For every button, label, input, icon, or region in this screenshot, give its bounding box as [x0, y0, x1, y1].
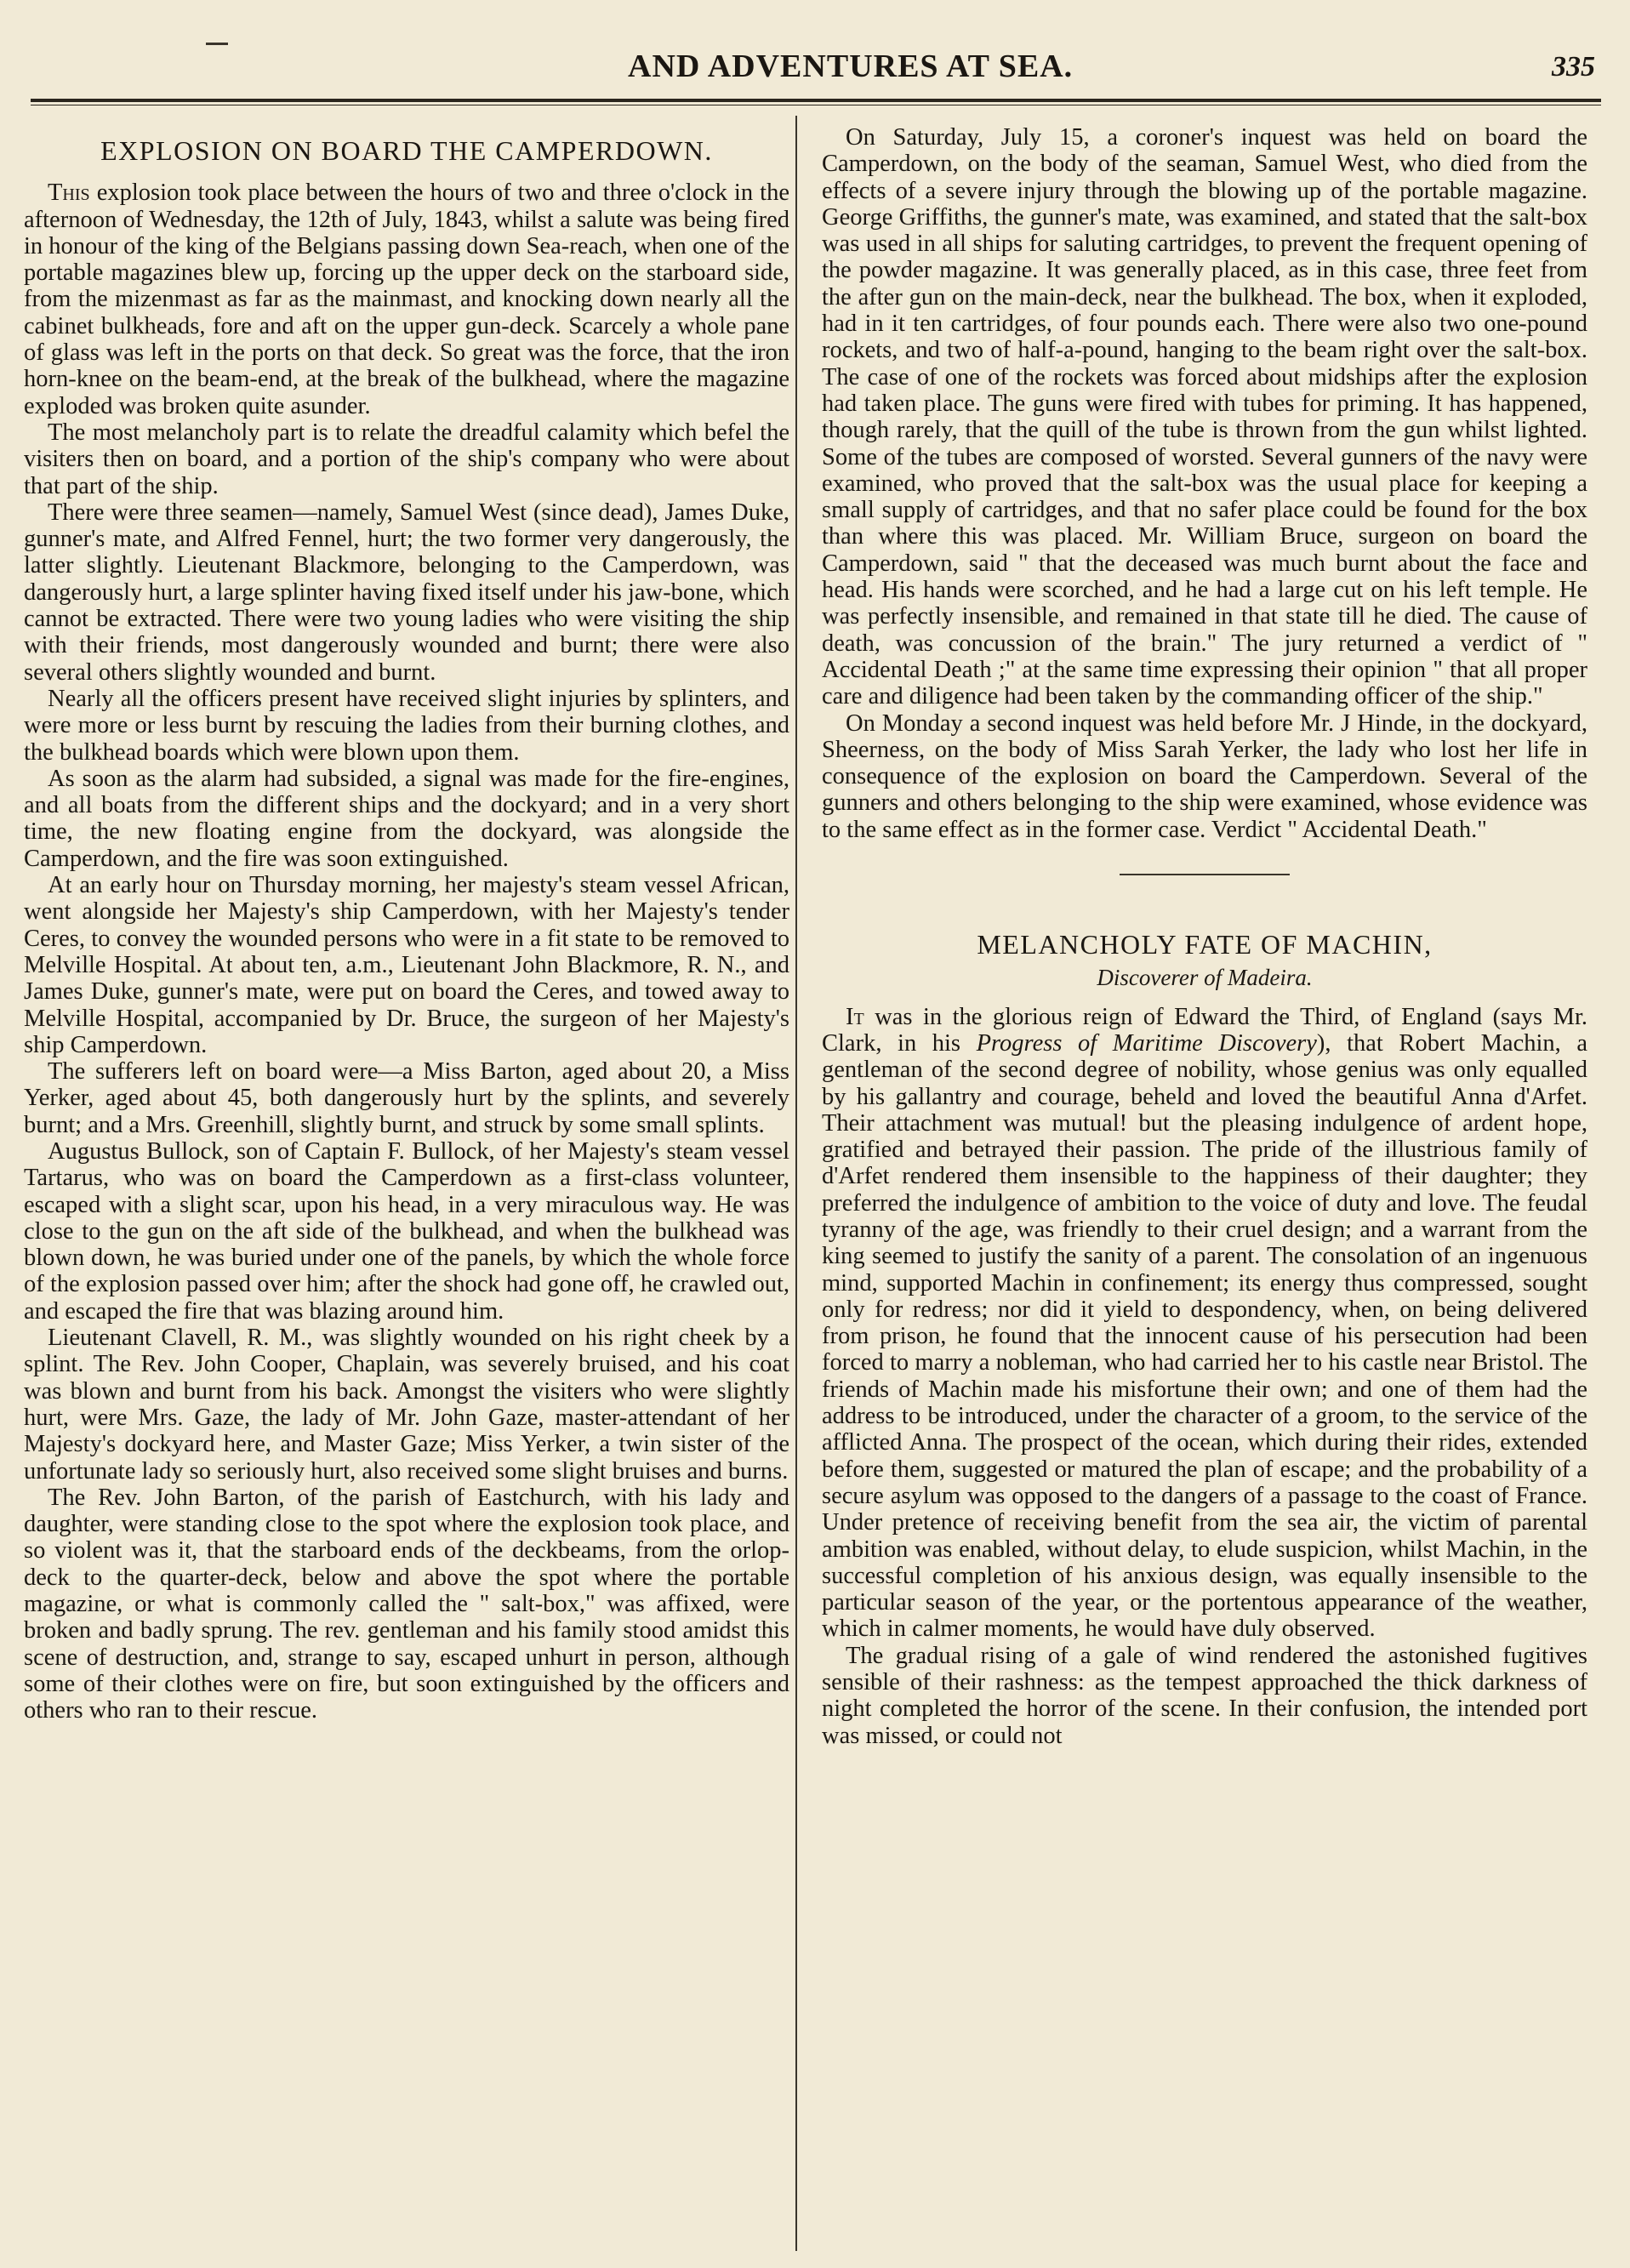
drop-word: This [48, 180, 90, 207]
section-divider [1120, 874, 1290, 875]
article-title-machin: MELANCHOLY FATE OF MACHIN, [977, 929, 1433, 960]
paragraph: On Saturday, July 15, a coroner's inquest was held on board the Camperdown, on the body of the seaman, Samuel West, who died from the effects of a severe injury through the blowing up of the portable magazine. George Griffiths, the gunner's mate, was examined, and stated that the salt-box was used in all ships for saluting cartridges, to prevent the frequent opening of the powder magazine. It was generally placed, as in this case, three feet from the after gun on the main-deck, near the bulkhead. The box, when it exploded, had in it ten cartridges, of four pounds each. There were also two one-pound rockets, and two of half-a-pound, hanging to the beam right over the salt-box. The case of one of the rockets was forced about midships after the explosion had taken place. The guns were fired with tubes for priming. It has happened, though rarely, that the quill of the tube is thrown from the gun whilst lighted. Some of the tubes are composed of worsted. Several gunners of the navy were examined, who proved that the salt-box was the usual place for keeping a small supply of cartridges, and that no safer place could be found for the box than where this was placed. Mr. William Bruce, surgeon on board the Camperdown, said " that the deceased was much burnt about the face and head. His hands were scorched, and he had a large cut on his left temple. He was perfectly insensible, and remained in that state till he died. The cause of death, was concussion of the brain." The jury returned a verdict of " Accidental Death ;" at the same time expressing their opinion " that all proper care and diligence had been taken by the commanding officer of the ship." [822, 124, 1587, 710]
paragraph: There were three seamen—namely, Samuel West (since dead), James Duke, gunner's mate, and Alfred Fennel, hurt; the two former very dangerously, the latter slightly. Lieutenant Blackmore, belonging to the Camperdown, was dangerously hurt, a large splinter having fixed itself under his jaw-bone, which cannot be extracted. There were two young ladies who were visiting the ship with their friends, most dangerously wounded and burnt; there were also several others slightly wounded and burnt. [24, 499, 789, 686]
paragraph: The gradual rising of a gale of wind rendered the astonished fugitives sensible of their rashness: as the tempest approached the thick darkness of night completed the horror of the scene. In their confusion, the intended port was missed, or could not [822, 1642, 1587, 1749]
header-rule [31, 99, 1601, 102]
paragraph: Augustus Bullock, son of Captain F. Bullock, of her Majesty's steam vessel Tartarus, who was on board the Camperdown as a first-class volunteer, escaped with a slight scar, upon his head, in a very miraculous way. He was close to the gun on the aft side of the bulkhead, and when the bulkhead was blown down, he was buried under one of the panels, by which the whole force of the explosion passed over him; after the shock had gone off, he crawled out, and escaped the fire that was blazing around him. [24, 1137, 789, 1325]
paragraph: As soon as the alarm had subsided, a signal was made for the fire-engines, and all boats from the different ships and the dockyard; and in a very short time, the new floating engine from the dockyard, was alongside the Camperdown, and the fire was soon extinguished. [24, 765, 789, 872]
paragraph [822, 1004, 1587, 1643]
article-subtitle: Discoverer of Madeira. [1097, 965, 1313, 991]
left-column [24, 128, 789, 1724]
paragraph: The most melancholy part is to relate the dreadful calamity which befel the visiters then on board, and a portion of the ship's company who were about that part of the ship. [24, 419, 789, 499]
paragraph-text: ), that Robert Machin, a gentleman of the second degree of nobility, whose genius was only equalled by his gallantry and courage, beheld and loved the beautiful Anna d'Arfet. Their attachment was mutual! but the pleasing indulgence of ardent hope, gratified and betrayed their passion. The pride of the illustrious family of d'Arfet rendered them insensible to the happiness of their daughter; they preferred the indulgence of ambition to the voice of duty and love. The feudal tyranny of the age, was friendly to their cruel design; and a warrant from the king seemed to justify the sanity of a parent. The consolation of an ingenuous mind, supported Machin in confinement; its energy thus compressed, sought only for redress; nor did it yield to despondency, when, on being delivered from prison, he found that the innocent cause of his persecution had been forced to marry a nobleman, who had carried her to his castle near Bristol. The friends of Machin made his misfortune their own; and one of them had the address to be introduced, under the character of a groom, to the service of the afflicted Anna. The prospect of the ocean, which during their rides, extended before them, suggested or matured the plan of escape; and the probability of a secure asylum was opposed to the dangers of a passage to the coast of France. Under pretence of receiving benefit from the sea air, the victim of parental ambition was enabled, without delay, to elude suspicion, whilst Machin, in the successful completion of his anxious design, was equally insensible to the particular season of the year, or the portentous appearance of the weather, which in calmer moments, he would have duly observed. [822, 1029, 1587, 1643]
article-title-explosion: EXPLOSION ON BOARD THE CAMPERDOWN. [100, 135, 713, 166]
cited-work: Progress of Maritime Discovery [976, 1029, 1317, 1057]
print-mark [206, 43, 228, 45]
paragraph: The Rev. John Barton, of the parish of Eastchurch, with his lady and daughter, were standing close to the spot where the explosion took place, and so violent was it, that the starboard ends of the deckbeams, from the orlop-deck to the quarter-deck, below and above the spot where the portable magazine, or what is commonly called the " salt-box," was affixed, were broken and badly sprung. The rev. gentleman and his family stood amidst this scene of destruction, and, strange to say, escaped unhurt in person, although some of their clothes were on fire, but soon extinguished by the officers and others who ran to their rescue. [24, 1484, 789, 1724]
paragraph: The sufferers left on board were—a Miss Barton, aged about 20, a Miss Yerker, aged about 45, both dangerously hurt by the splints, and severely burnt; and a Mrs. Greenhill, slightly burnt, and struck by some small splints. [24, 1058, 789, 1138]
paragraph: Nearly all the officers present have received slight injuries by splinters, and were more or less burnt by rescuing the ladies from their burning clothes, and the bulkhead boards which were blown upon them. [24, 685, 789, 766]
right-column [822, 124, 1587, 1749]
column-divider [795, 116, 797, 2251]
page-number: 335 [1552, 51, 1595, 83]
drop-word: It [846, 1003, 864, 1030]
paragraph: On Monday a second inquest was held before Mr. J Hinde, in the dockyard, Sheerness, on the body of Miss Sarah Yerker, the lady who lost her life in consequence of the explosion on board the Camperdown. Several of the gunners and others belonging to the ship were examined, whose evidence was to the same effect as in the former case. Verdict " Accidental Death." [822, 709, 1587, 843]
paragraph-text: was in the glorious reign of Edward the Third, of England (says Mr. Clark, in his [822, 1003, 1587, 1057]
running-head: AND ADVENTURES AT SEA. [628, 48, 1074, 84]
paragraph: Lieutenant Clavell, R. M., was slightly wounded on his right cheek by a splint. The Rev. John Cooper, Chaplain, was severely bruised, and his coat was blown and burnt from his back. Amongst the visiters who were slightly hurt, were Mrs. Gaze, the lady of Mr. John Gaze, master-attendant of her Majesty's dockyard here, and Master Gaze; Miss Yerker, a twin sister of the unfortunate lady so seriously hurt, also received some slight bruises and burns. [24, 1325, 789, 1484]
paragraph [24, 180, 789, 419]
paragraph-text: explosion took place between the hours of two and three o'clock in the afternoon of Wednesday, the 12th of July, 1843, whilst a salute was being fired in honour of the king of the Belgians passing down Sea-reach, when one of the portable magazines blew up, forcing up the upper deck on the starboard side, from the mizenmast as far as the mainmast, and knocking down nearly all the cabinet bulkheads, fore and aft on the upper gun-deck. Scarcely a whole pane of glass was left in the ports on that deck. So great was the force, that the iron horn-knee on the beam-end, at the break of the bulkhead, where the magazine exploded was broken quite asunder. [24, 180, 789, 419]
paragraph: At an early hour on Thursday morning, her majesty's steam vessel African, went alongside her Majesty's ship Camperdown, with her Majesty's tender Ceres, to convey the wounded persons who were in a fit state to be removed to Melville Hospital. At about ten, a.m., Lieutenant John Blackmore, R. N., and James Duke, gunner's mate, were put on board the Ceres, and towed away to Melville Hospital, accompanied by Dr. Bruce, the surgeon of her Majesty's ship Camperdown. [24, 872, 789, 1058]
